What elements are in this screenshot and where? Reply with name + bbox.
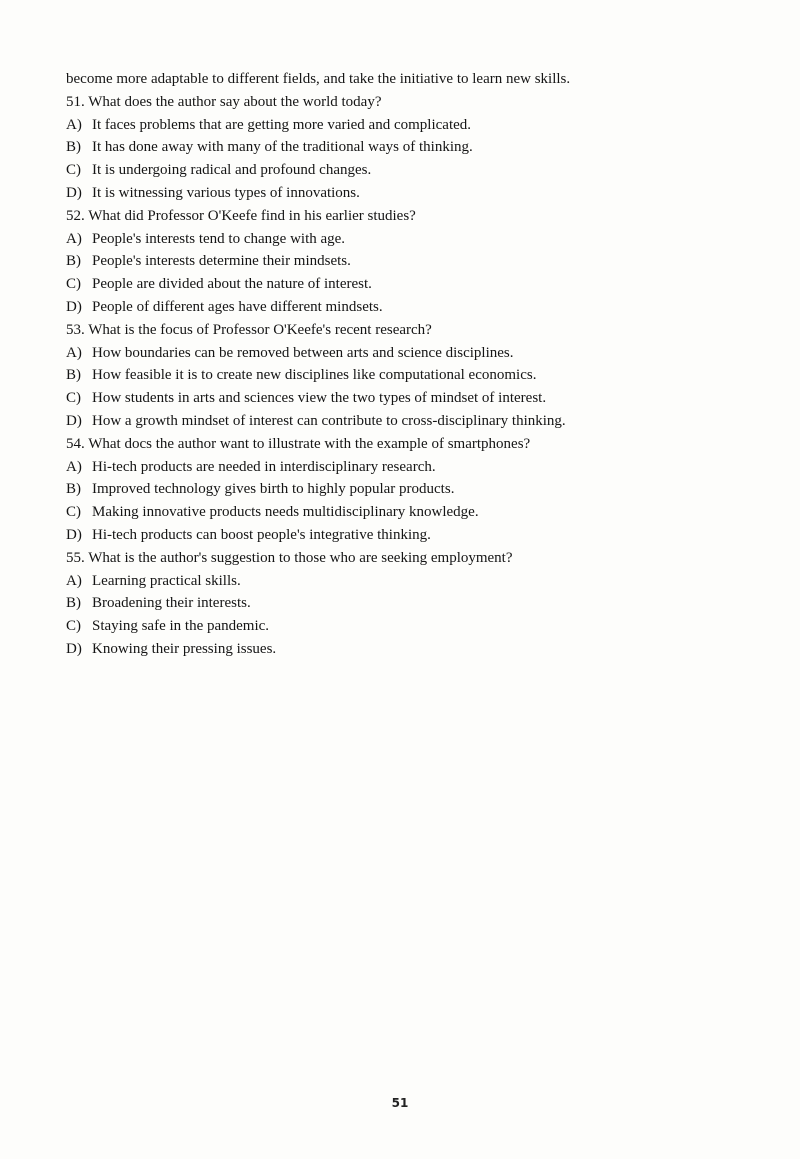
option-text: Broadening their interests. [92, 595, 251, 612]
option-text: How feasible it is to create new disciplines like computational economics. [92, 367, 537, 384]
option-letter: D) [66, 640, 82, 657]
option-53-b [66, 364, 766, 387]
option-text: People of different ages have different mindsets. [92, 298, 383, 315]
option-51-a [66, 114, 766, 137]
option-51-c [66, 159, 766, 182]
question-55 [66, 547, 766, 570]
question-number: 52. [66, 207, 85, 224]
question-54 [66, 433, 766, 456]
option-54-a [66, 456, 766, 479]
option-54-b [66, 478, 766, 501]
question-52 [66, 205, 766, 228]
question-text: What did Professor O'Keefe find in his earlier studies? [88, 207, 416, 224]
question-text: What does the author say about the world today? [88, 93, 382, 110]
option-letter: A) [66, 116, 82, 133]
question-number: 53. [66, 321, 85, 338]
option-text: Making innovative products needs multidisciplinary knowledge. [92, 504, 479, 521]
question-text: What is the author's suggestion to those who are seeking employment? [88, 549, 513, 566]
option-letter: D) [66, 412, 82, 429]
option-text: People's interests tend to change with age. [92, 230, 346, 247]
option-text: How students in arts and sciences view the two types of mindset of interest. [92, 390, 547, 407]
page-content [66, 68, 766, 661]
option-text: How a growth mindset of interest can contribute to cross-disciplinary thinking. [92, 412, 566, 429]
question-number: 54. [66, 435, 85, 452]
option-letter: A) [66, 458, 82, 475]
option-letter: B) [66, 595, 81, 612]
option-51-b [66, 136, 766, 159]
question-block-54 [66, 433, 766, 547]
option-52-b [66, 250, 766, 273]
option-text: Knowing their pressing issues. [92, 640, 277, 657]
option-letter: B) [66, 481, 81, 498]
option-letter: B) [66, 139, 81, 156]
option-53-c [66, 387, 766, 410]
option-letter: D) [66, 298, 82, 315]
page-number: 51 [391, 1096, 409, 1110]
option-letter: D) [66, 526, 82, 543]
option-text: It has done away with many of the traditional ways of thinking. [92, 139, 473, 156]
option-text: People's interests determine their mindsets. [92, 253, 351, 270]
option-52-a [66, 228, 766, 251]
option-54-c [66, 501, 766, 524]
question-block-55 [66, 547, 766, 661]
question-51 [66, 91, 766, 114]
option-letter: C) [66, 504, 81, 521]
option-letter: B) [66, 253, 81, 270]
option-54-d [66, 524, 766, 547]
option-text: It is witnessing various types of innovations. [92, 184, 360, 201]
question-block-51 [66, 91, 766, 205]
option-52-d [66, 296, 766, 319]
option-text: Improved technology gives birth to highly popular products. [92, 481, 455, 498]
option-letter: C) [66, 162, 81, 179]
option-55-b [66, 592, 766, 615]
option-text: It is undergoing radical and profound changes. [92, 162, 372, 179]
option-letter: B) [66, 367, 81, 384]
question-text: What is the focus of Professor O'Keefe's recent research? [88, 321, 432, 338]
option-text: Hi-tech products can boost people's integrative thinking. [92, 526, 431, 543]
option-letter: A) [66, 230, 82, 247]
option-51-d [66, 182, 766, 205]
option-text: Learning practical skills. [92, 572, 241, 589]
option-53-d [66, 410, 766, 433]
option-53-a [66, 342, 766, 365]
option-52-c [66, 273, 766, 296]
question-text: What docs the author want to illustrate with the example of smartphones? [88, 435, 531, 452]
option-text: Hi-tech products are needed in interdisciplinary research. [92, 458, 436, 475]
option-letter: C) [66, 390, 81, 407]
option-letter: A) [66, 572, 82, 589]
question-number: 51. [66, 93, 85, 110]
question-53 [66, 319, 766, 342]
option-55-d [66, 638, 766, 661]
option-letter: C) [66, 618, 81, 635]
option-letter: A) [66, 344, 82, 361]
question-block-52 [66, 205, 766, 319]
option-text: Staying safe in the pandemic. [92, 618, 270, 635]
option-text: It faces problems that are getting more varied and complicated. [92, 116, 472, 133]
option-text: People are divided about the nature of interest. [92, 276, 372, 293]
intro-line: become more adaptable to different fields, and take the initiative to learn new skills. [66, 71, 571, 87]
option-55-a [66, 570, 766, 593]
option-text: How boundaries can be removed between arts and science disciplines. [92, 344, 514, 361]
question-block-53 [66, 319, 766, 433]
option-letter: D) [66, 184, 82, 201]
option-letter: C) [66, 276, 81, 293]
option-55-c [66, 615, 766, 638]
question-number: 55. [66, 549, 85, 566]
